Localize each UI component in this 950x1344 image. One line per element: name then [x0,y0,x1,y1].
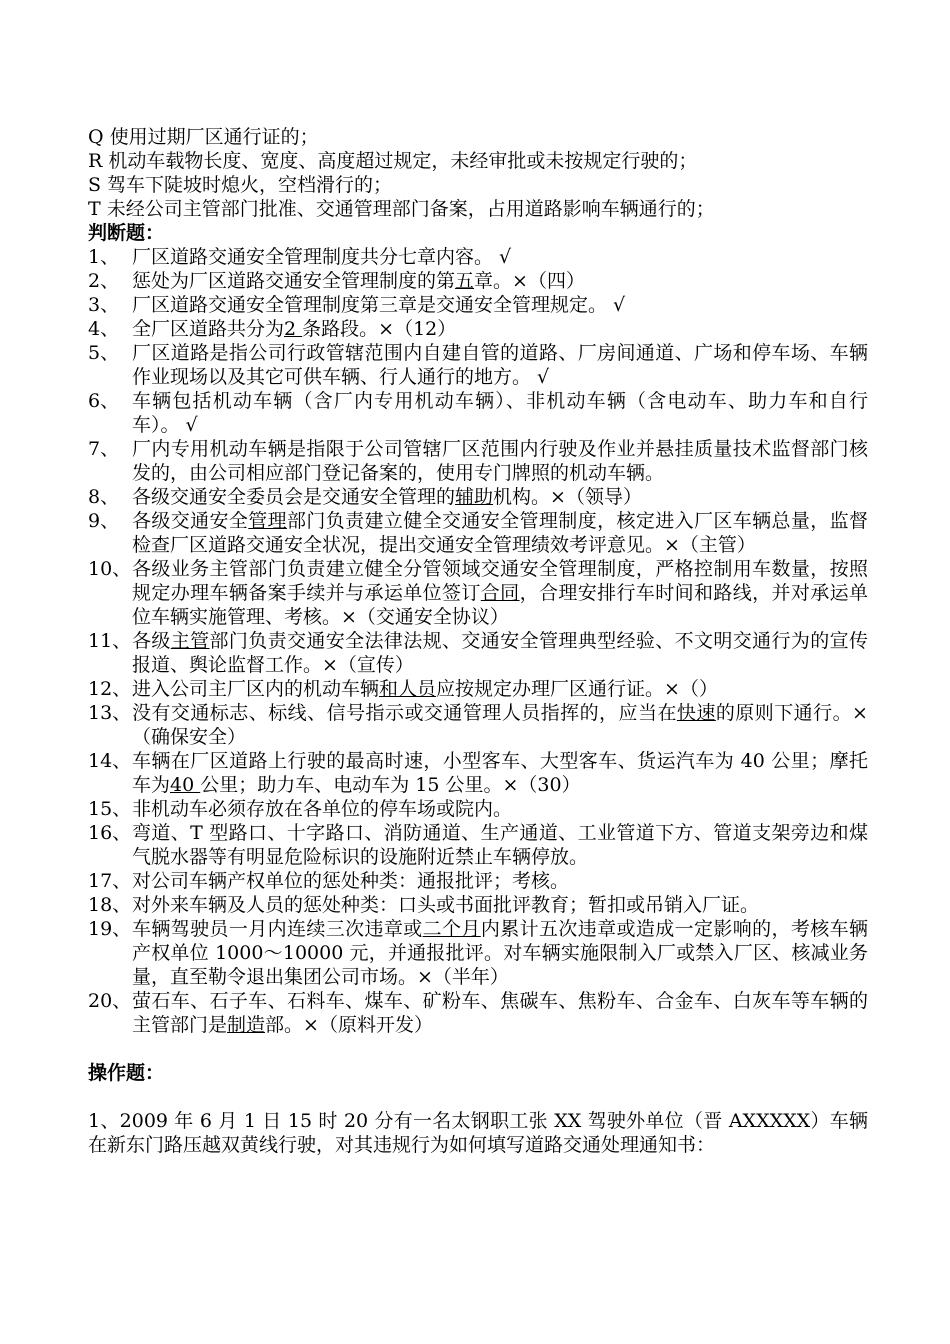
list-item [88,701,868,749]
underlined-text: 和人员 [379,678,437,700]
list-item [88,509,868,557]
item-text: 厂内专用机动车辆是指限于公司管辖厂区范围内行驶及作业并悬挂质量技术监督部门核发的，由公司相应部门登记备案的，使用专门牌照的机动车辆。 [132,438,868,484]
list-item [88,293,868,317]
item-number: 2、 [88,270,120,292]
item-text: 应按规定办理厂区通行证。×（） [436,678,718,700]
item-text: 厂区道路是指公司行政管辖范围内自建自管的道路、厂房间通道、广场和停车场、车辆作业现场以及其它可供车辆、行人通行的地方。 √ [132,342,868,388]
item-number: 14、 [88,750,132,772]
item-text: 车辆在厂区道路上行驶的最高时速，小型客车、大型客车、货运汽车为 40 公里；摩托车为 [132,750,868,796]
item-text: 进入公司主厂区内的机动车辆 [132,678,380,700]
item-number: 5、 [88,342,120,364]
item-number: 20、 [88,990,132,1012]
item-number: 3、 [88,294,120,316]
list-item [88,245,868,269]
item-text: 各级交通安全 [132,510,249,532]
list-item [88,341,868,389]
list-item [88,677,868,701]
item-text: 车辆包括机动车辆（含厂内专用机动车辆）、非机动车辆（含电动车、助力车和自行车）。 √ [132,390,868,436]
list-item [88,893,868,917]
document-page [88,125,868,1157]
item-text: 惩处为厂区道路交通安全管理制度的第 [132,270,456,292]
item-text: 萤石车、石子车、石料车、煤车、矿粉车、焦碳车、焦粉车、合金车、白灰车等车辆的主管部门是 [132,990,868,1036]
clause-r: R 机动车载物长度、宽度、高度超过规定，未经审批或未按规定行驶的； [88,150,698,172]
item-number: 17、 [88,870,132,892]
item-number: 7、 [88,438,120,460]
item-text: 弯道、T 型路口、十字路口、消防通道、生产通道、工业管道下方、管道支架旁边和煤气脱水器等有明显危险标识的设施附近禁止车辆停放。 [132,822,868,868]
list-item [88,989,868,1037]
list-item [88,797,868,821]
item-text: 部门负责交通安全法律法规、交通安全管理典型经验、不文明交通行为的宣传报道、舆论监督工作。×（宣传） [132,630,868,676]
item-text: 公里；助力车、电动车为 15 公里。×（30） [200,774,581,796]
underlined-text: 管理 [248,510,288,532]
underlined-text: 五 [455,270,475,292]
underlined-text: 合同 [480,582,520,604]
clause-t: T 未经公司主管部门批准、交通管理部门备案，占用道路影响车辆通行的； [88,198,715,220]
item-number: 6、 [88,390,120,412]
item-number: 12、 [88,678,132,700]
list-item [88,749,868,797]
item-text: 各级交通安全委员会是交通安全管理的 [132,486,456,508]
operation-question: 1、2009 年 6 月 1 日 15 时 20 分有一名太钢职工张 XX 驾驶外单位（晋 AXXXXX）车辆在新东门路压越双黄线行驶，对其违规行为如何填写道路交通处理通知书： [88,1110,868,1156]
item-number: 13、 [88,702,132,724]
list-item [88,437,868,485]
item-text: 没有交通标志、标线、信号指示或交通管理人员指挥的，应当在 [132,702,677,724]
item-number: 11、 [88,630,132,652]
item-text: 机构。×（领导） [493,486,642,508]
list-item [88,389,868,437]
item-text: 对公司车辆产权单位的惩处种类：通报批评；考核。 [132,870,570,892]
judgment-heading: 判断题： [88,222,165,244]
list-item [88,269,868,293]
item-number: 18、 [88,894,132,916]
item-text: 各级 [132,630,171,652]
list-item [88,821,868,869]
underlined-text: 40 [170,774,201,796]
underlined-text: 主管 [170,630,210,652]
clause-q: Q 使用过期厂区通行证的； [88,126,319,148]
spacer [88,1037,868,1061]
item-text: 全厂区道路共分为 [132,318,285,340]
list-item [88,557,868,629]
item-number: 8、 [88,486,120,508]
operation-heading: 操作题： [88,1062,165,1084]
item-number: 4、 [88,318,120,340]
list-item [88,917,868,989]
item-text: 的原则下通行。×（确保安全） [132,702,868,748]
item-number: 15、 [88,798,132,820]
item-text: 条路段。×（12） [302,318,457,340]
item-text: 各级业务主管部门负责建立健全分管领域交通安全管理制度，严格控制用车数量，按照规定办理车辆备案手续并与承运单位签订 [132,558,868,604]
item-text: 部门负责建立健全交通安全管理制度，核定进入厂区车辆总量，监督检查厂区道路交通安全状况，提出交通安全管理绩效考评意见。×（主管） [132,510,868,556]
item-number: 9、 [88,510,120,532]
item-number: 1、 [88,246,120,268]
item-number: 16、 [88,822,132,844]
clause-s: S 驾车下陡坡时熄火，空档滑行的； [88,174,393,196]
list-item [88,869,868,893]
item-text: 内累计五次违章或造成一定影响的，考核车辆产权单位 1000～10000 元，并通报批评。对车辆实施限制入厂或禁入厂区、核减业务量，直至勒令退出集团公司市场。×（半年） [132,918,868,988]
list-item [88,629,868,677]
underlined-text: 2 [284,318,303,340]
item-text: 车辆驾驶员一月内连续三次违章或 [132,918,423,940]
list-item [88,317,868,341]
underlined-text: 制造 [227,1014,266,1036]
underlined-text: 快速 [676,702,716,724]
item-text: 非机动车必须存放在各单位的停车场或院内。 [132,798,513,820]
item-text: 章。×（四） [474,270,585,292]
judgment-list [88,245,868,1037]
list-item [88,485,868,509]
underlined-text: 二个月 [422,918,481,940]
item-text: 对外来车辆及人员的惩处种类：口头或书面批评教育；暂扣或吊销入厂证。 [132,894,760,916]
item-number: 19、 [88,918,132,940]
underlined-text: 辅助 [455,486,494,508]
item-text: ，合理安排行车时间和路线，并对承运单位车辆实施管理、考核。×（交通安全协议） [132,582,868,628]
item-text: 厂区道路交通安全管理制度第三章是交通安全管理规定。 √ [132,294,626,316]
item-text: 部。×（原料开发） [265,1014,433,1036]
item-number: 10、 [88,558,132,580]
spacer [88,1085,868,1109]
item-text: 厂区道路交通安全管理制度共分七章内容。 √ [132,246,512,268]
